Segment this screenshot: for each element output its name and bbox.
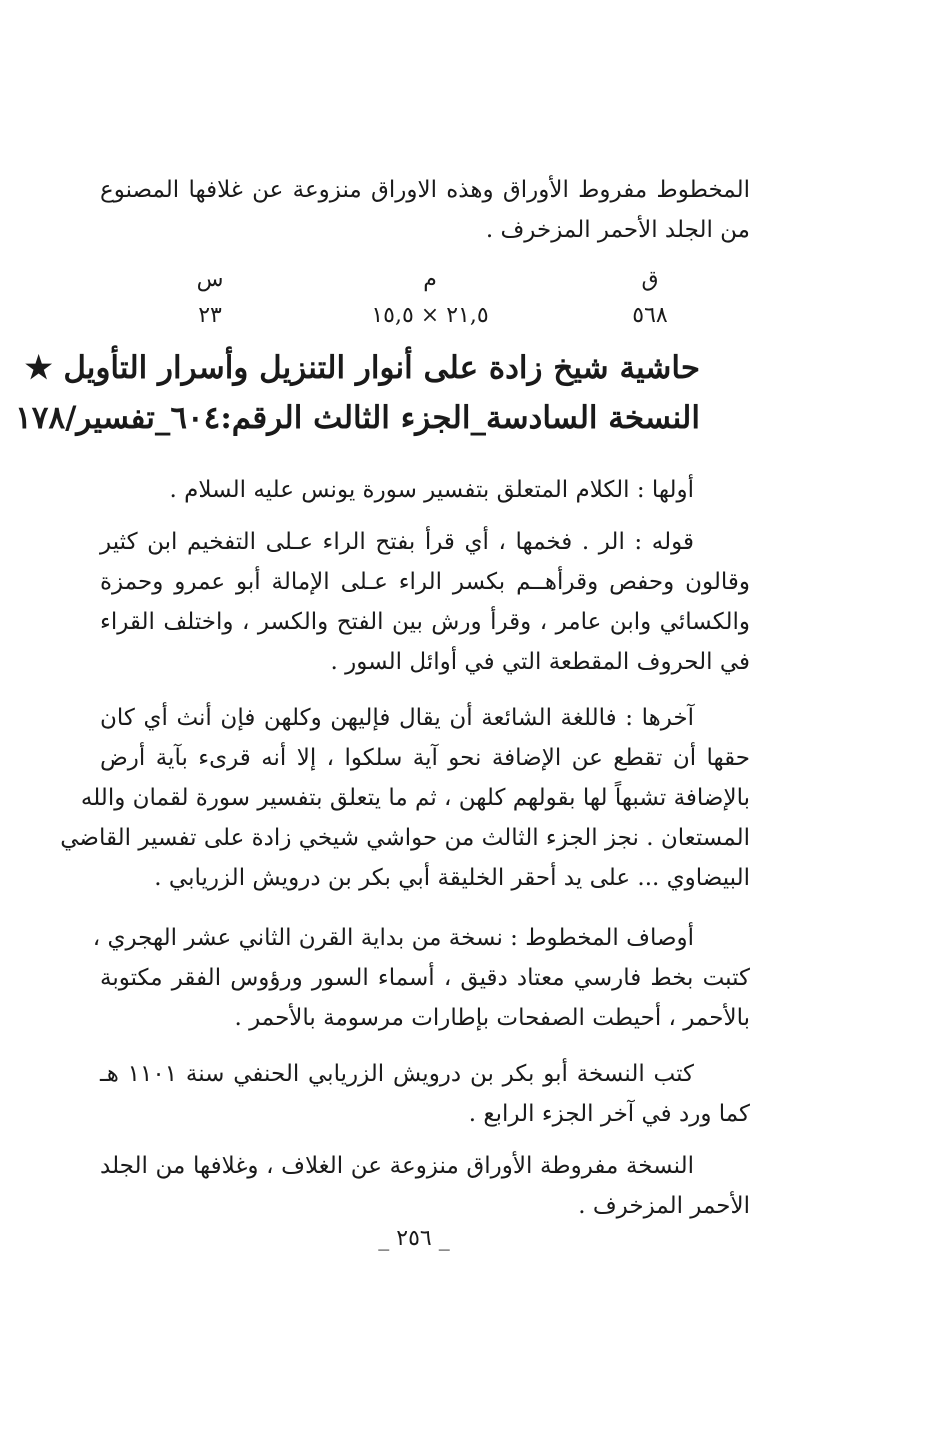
- intro-paragraph: [100, 170, 750, 250]
- text-line: وقالون وحفص وقرأهــم بكسر الراء عـلى الإمالة أبو عمرو وحمزة: [100, 569, 750, 595]
- text-line: النسخة مفروطة الأوراق منزوعة عن الغلاف ، وغلافها من الجلد: [100, 1153, 694, 1179]
- text-line: في الحروف المقطعة التي في أوائل السور .: [330, 649, 750, 675]
- text-line: كتب النسخة أبو بكر بن درويش الزريابي الحنفي سنة ١١٠١ هـ: [100, 1061, 694, 1087]
- text-line: المخطوط مفروط الأوراق وهذه الاوراق منزوعة عن غلافها المصنوع: [100, 177, 750, 203]
- text-line: الأحمر المزخرف .: [578, 1193, 750, 1219]
- text-line: بالأحمر ، أحيطت الصفحات بإطارات مرسومة بالأحمر .: [234, 1005, 750, 1031]
- text-line: كما ورد في آخر الجزء الرابع .: [468, 1101, 750, 1127]
- text-line: حقها أن تقطع عن الإضافة نحو آية سلكوا ، إلا أنه قرىء بآية أرض: [100, 745, 750, 771]
- specs-value-lines: ٢٣: [198, 303, 222, 328]
- text-line: أولها : الكلام المتعلق بتفسير سورة يونس عليه السلام .: [169, 477, 694, 503]
- text-line: كتبت بخط فارسي معتاد دقيق ، أسماء السور ورؤوس الفقر مكتوبة: [100, 965, 750, 991]
- entry-title: حاشية شيخ زادة على أنوار التنزيل وأسرار التأويل ★: [24, 350, 700, 386]
- specs-value-row: [180, 298, 680, 334]
- text-line: والكسائي وابن عامر ، وقرأ ورش بين الفتح والكسر ، واختلف القراء: [100, 609, 750, 635]
- entry-subtitle: النسخة السادسة_الجزء الثالث الرقم:٦٠٤_تفسير/١٧٨: [15, 400, 700, 436]
- paragraph-copyist: [100, 1054, 750, 1134]
- paragraph-description: [92, 918, 750, 1038]
- paragraph-commentary: [100, 522, 750, 682]
- text-line: بالإضافة تشبهاً لها بقولهم كلهن ، ثم ما يتعلق بتفسير سورة لقمان والله: [80, 785, 750, 811]
- specs-value-leaves: ٥٦٨: [632, 303, 668, 328]
- text-line: المستعان . نجز الجزء الثالث من حواشي شيخي زادة على تفسير القاضي: [60, 825, 750, 851]
- paragraph-explicit: [60, 698, 750, 898]
- text-line: من الجلد الأحمر المزخرف .: [485, 217, 750, 243]
- specs-header-lines: س: [196, 267, 224, 292]
- specs-header-size: م: [423, 267, 437, 292]
- paragraph-condition: [100, 1146, 750, 1226]
- specs-header-row: [180, 262, 680, 298]
- specs-header-leaves: ق: [641, 267, 659, 292]
- paragraph-incipit: [100, 470, 750, 510]
- text-line: البيضاوي ... على يد أحقر الخليقة أبي بكر بن درويش الزريابي .: [154, 865, 750, 891]
- text-line: أوصاف المخطوط : نسخة من بداية القرن الثاني عشر الهجري ،: [92, 925, 694, 951]
- text-line: قوله : الر . فخمها ، أي قرأ بفتح الراء عـلى التفخيم ابن كثير: [100, 529, 694, 555]
- text-line: آخرها : فاللغة الشائعة أن يقال فإليهن وكلهن فإن أنث أي كان: [100, 705, 694, 731]
- page-number: _ ٢٥٦ _: [378, 1226, 450, 1251]
- specs-value-size: ٢١,٥ × ١٥,٥: [371, 303, 489, 328]
